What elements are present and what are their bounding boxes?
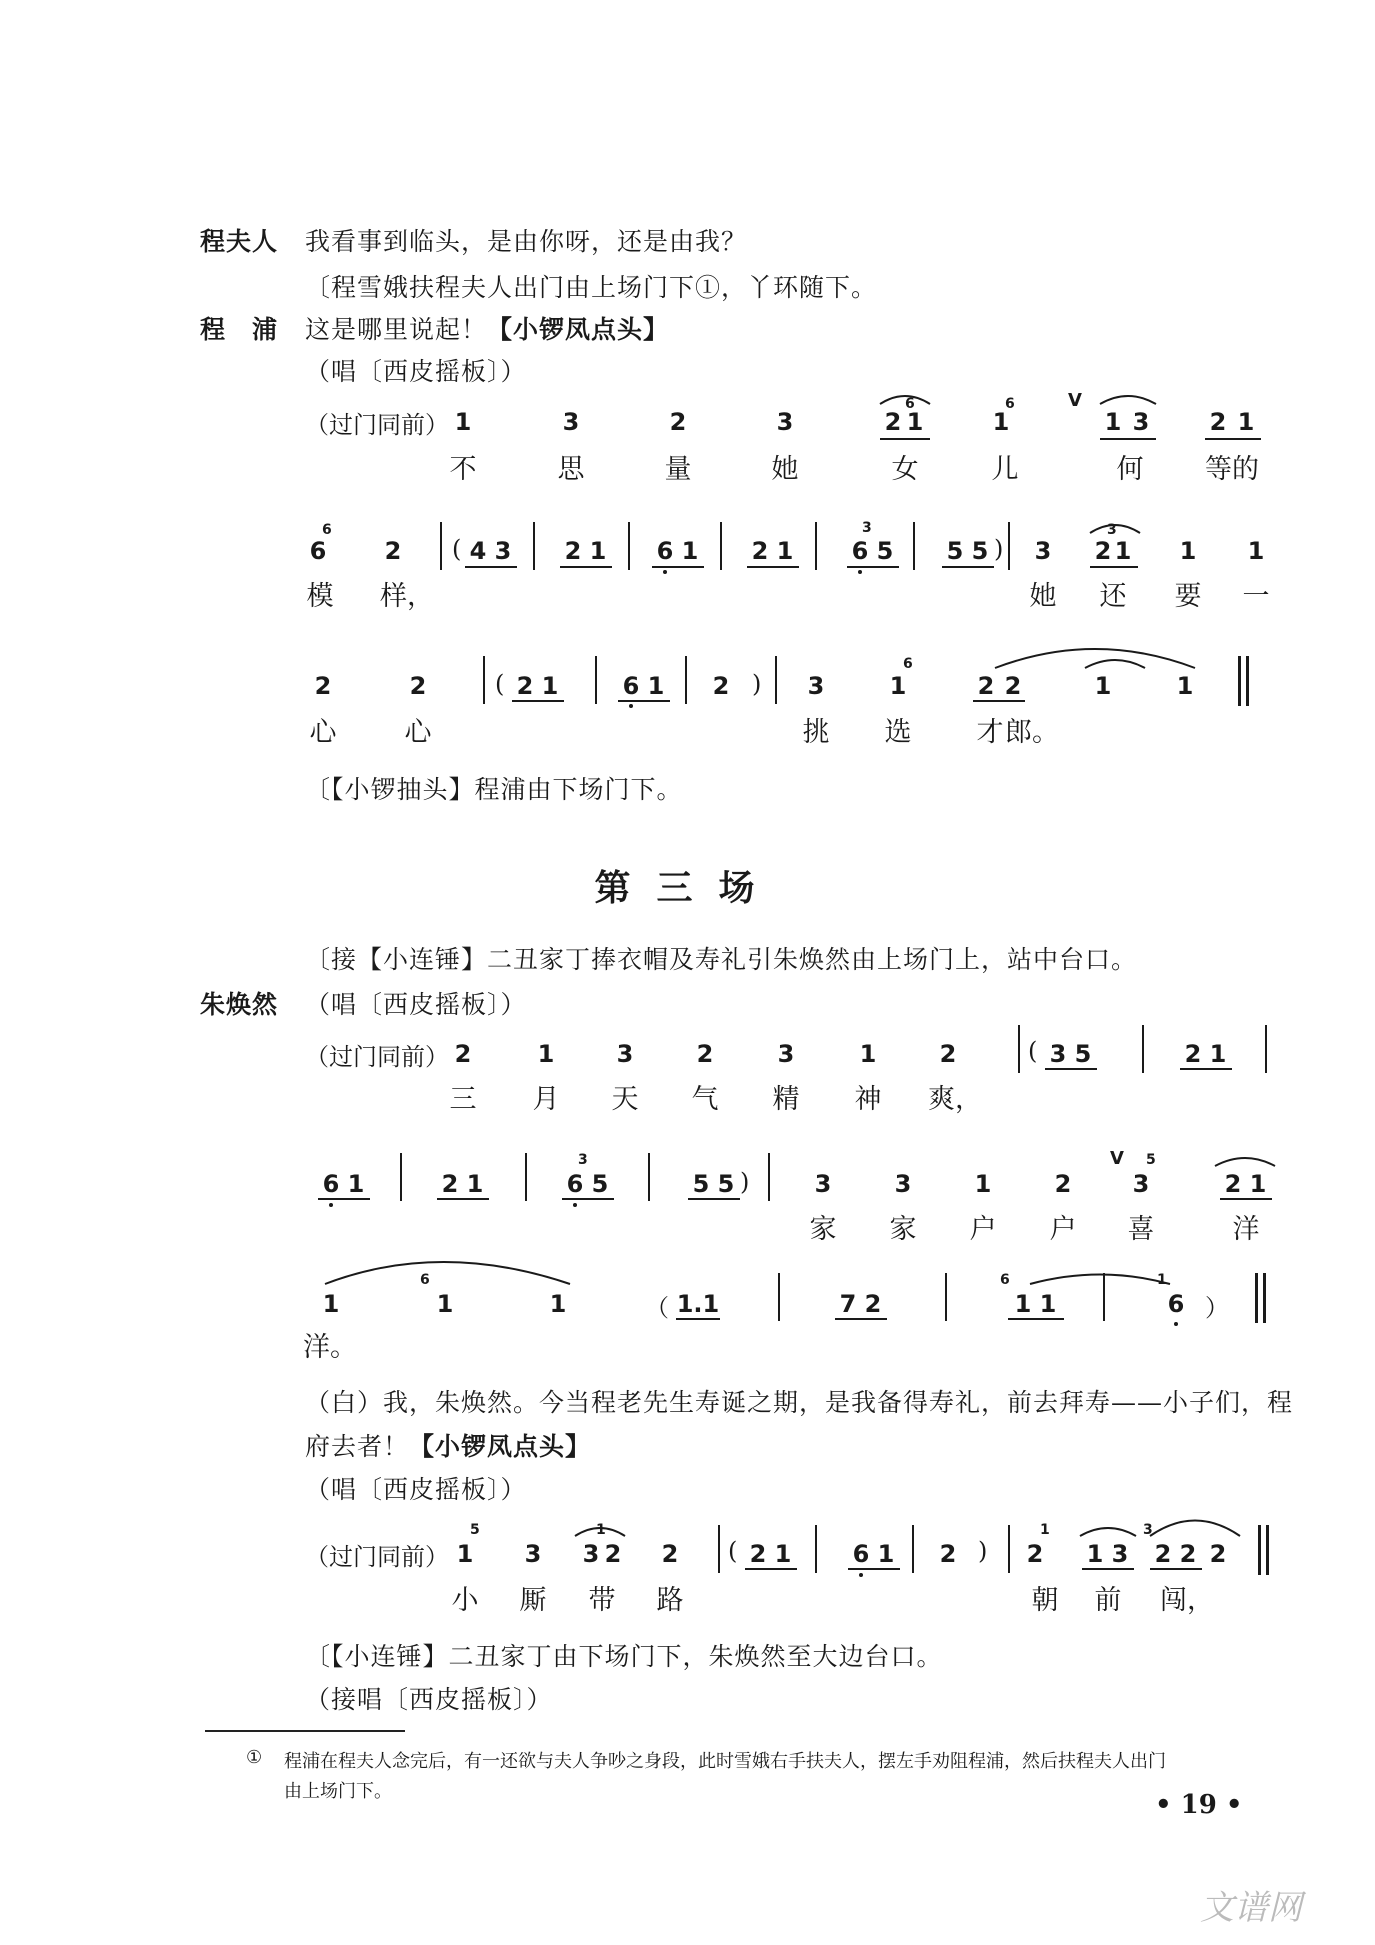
note: 2 [661,1540,679,1568]
footnote-mark: ① [246,1747,263,1768]
note: 1 [1176,672,1194,700]
slur [1215,1158,1275,1166]
note: 2 [564,537,582,565]
note: 1 [1209,1040,1227,1068]
note: 5 [591,1170,609,1198]
slur [1090,525,1140,533]
lyric: 还 [1099,581,1127,612]
note: 2 [884,408,902,436]
slur [880,396,930,404]
grace-note: 1 [1157,1272,1167,1288]
note: 2 [1026,1540,1044,1568]
lyric: 郎。 [1005,717,1059,748]
note: 6 [851,537,869,565]
lyric: 三 [449,1084,477,1115]
note: 3 [1132,1170,1150,1198]
stage-direction-3: 〔接【小连锤】二丑家丁捧衣帽及寿礼引朱焕然由上场门上，站中台口。 [305,945,1138,974]
lyric: 一 [1242,581,1270,612]
speaker-zhu-huanran: 朱焕然 [200,990,279,1019]
note: 1 [906,408,924,436]
lyric: 天 [611,1084,639,1115]
note: 3 [562,408,580,436]
lyric: 挑 [802,717,830,748]
note: 1 [776,537,794,565]
note: 2 [384,537,402,565]
note: 1 [1086,1540,1104,1568]
lyric: 不 [449,454,477,485]
slur [995,649,1195,668]
note: 6 [566,1170,584,1198]
lyric: 女 [891,454,919,485]
slur [1100,396,1156,404]
interlude-prefix: （过门同前） [305,411,449,439]
note: 2 [1154,1540,1172,1568]
note: 1 [859,1040,877,1068]
lyric: 月 [532,1084,560,1115]
lyric: 气 [691,1084,719,1115]
note: 3 [1132,408,1150,436]
note: 1 [774,1540,792,1568]
note: 1 [456,1540,474,1568]
dialogue-line-1: 我看事到临头，是由你呀，还是由我？ [305,227,748,256]
lyric: 神 [854,1084,882,1115]
grace-note: 6 [322,522,332,538]
note: 4 [469,537,487,565]
footnote-line-2: 由上场门下。 [284,1781,392,1802]
note: 3 [777,1040,795,1068]
lyric: 量 [664,454,692,485]
slur [1150,1521,1240,1537]
lyric: 户 [969,1214,997,1245]
note: 1 [322,1290,340,1318]
lyric: 她 [1029,581,1057,612]
note: 1 [1247,537,1265,565]
note: 1 [877,1540,895,1568]
note: 3 [1111,1540,1129,1568]
percussion-cue: 【小锣凤点头】 [409,1432,592,1461]
note: 2 [749,1540,767,1568]
lyric: 何 [1116,454,1144,485]
lyric: 路 [656,1585,684,1616]
footnote-line-1: 程浦在程夫人念完后，有一还欲与夫人争吵之身段，此时雪娥右手扶夫人，摆左手劝阻程浦，然后扶程夫人出门 [284,1751,1166,1772]
paren: ( [495,670,505,698]
lyric: 她 [771,454,799,485]
paren: （ [645,1294,669,1322]
breath-mark: V [1068,390,1082,411]
speaker-cheng-furen: 程夫人 [200,227,279,256]
footnote-rule [205,1730,405,1732]
note: 1 [541,672,559,700]
note: 2 [1224,1170,1242,1198]
lyric: 洋。 [303,1332,357,1363]
lyric: 心 [309,717,337,748]
interlude-prefix: （过门同前） [305,1043,449,1071]
note: 2 [1209,408,1227,436]
lyric: 厮 [519,1585,547,1616]
lyric: 带 [588,1585,616,1616]
note: 5 [946,537,964,565]
note: 1 [1014,1290,1032,1318]
paren: ( [452,535,462,563]
note: 2 [314,672,332,700]
note: 2 [1209,1540,1227,1568]
paren: ) [740,1168,750,1196]
note: 1 [1249,1170,1267,1198]
paren: ( [1028,1037,1038,1065]
grace-note: 3 [862,520,872,536]
slur [1085,660,1145,668]
note: 1 [1179,537,1197,565]
lyric: 要 [1174,581,1202,612]
lyric: 爽， [928,1084,982,1115]
note: 1 [466,1170,484,1198]
lyric: 洋 [1232,1214,1260,1245]
grace-note: 5 [470,1522,480,1538]
note: 5 [971,537,989,565]
note: 2 [454,1040,472,1068]
stage-direction-4: 〔【小连锤】二丑家丁由下场门下，朱焕然至大边台口。 [305,1642,943,1671]
note: 6 [309,537,327,565]
note: 3 [494,537,512,565]
note: 6 [656,537,674,565]
spoken-line-2-text: 府去者！ [305,1432,410,1461]
note: 2 [1179,1540,1197,1568]
interlude-prefix: （过门同前） [305,1543,449,1571]
note: 2 [751,537,769,565]
slur [1080,1528,1136,1536]
note: 2 [864,1290,882,1318]
paren: ） [1205,1294,1229,1322]
note: 1 [454,408,472,436]
speaker-cheng-pu: 程 浦 [200,315,279,344]
breath-mark: V [1110,1148,1124,1169]
singing-cue-3: （唱〔西皮摇板〕） [305,1475,527,1504]
note: 1.1 [676,1290,720,1318]
note: 2 [696,1040,714,1068]
note: 2 [409,672,427,700]
note: 1 [681,537,699,565]
grace-note: 6 [903,656,913,672]
note: 2 [1184,1040,1202,1068]
note: 1 [1104,408,1122,436]
stage-direction-1: 〔程雪娥扶程夫人出门由上场门下①，丫环随下。 [305,273,878,302]
lyric: 模 [306,581,334,612]
note: 2 [939,1540,957,1568]
note: 2 [977,672,995,700]
grace-note: 6 [420,1272,430,1288]
scene-heading: 第三场 [594,868,781,909]
note: 5 [876,537,894,565]
grace-note: 1 [596,1522,606,1538]
note: 1 [589,537,607,565]
note: 3 [582,1540,600,1568]
lyric: 朝 [1031,1585,1059,1616]
note: 5 [1074,1040,1092,1068]
slur [1030,1275,1170,1285]
lyric: 闯， [1160,1585,1214,1616]
slur [575,1528,625,1536]
note: 2 [939,1040,957,1068]
note: 1 [549,1290,567,1318]
grace-note: 5 [1146,1152,1156,1168]
note: 2 [1094,537,1112,565]
note: 3 [894,1170,912,1198]
note: 5 [717,1170,735,1198]
paren: ( [728,1537,738,1565]
note: 1 [1094,672,1112,700]
lyric: 选 [884,717,912,748]
note: 3 [807,672,825,700]
lyric: 家 [809,1214,837,1245]
paren: ) [978,1537,988,1565]
note: 3 [776,408,794,436]
note: 3 [616,1040,634,1068]
note: 3 [814,1170,832,1198]
lyric: 喜 [1127,1214,1155,1245]
note: 1 [1237,408,1255,436]
note: 6 [322,1170,340,1198]
note: 2 [1004,672,1022,700]
note: 2 [669,408,687,436]
slur [325,1262,570,1284]
spoken-line-1: （白）我，朱焕然。今当程老先生寿诞之期，是我备得寿礼，前去拜寿——小子们，程 [305,1388,1294,1417]
note: 6 [1167,1290,1185,1318]
note: 5 [692,1170,710,1198]
note: 1 [974,1170,992,1198]
note: 1 [347,1170,365,1198]
note: 1 [992,408,1010,436]
dialogue-line-2-text: 这是哪里说起！ [305,315,488,344]
lyric: 等的 [1205,454,1259,485]
lyric: 户 [1049,1214,1077,1245]
lyric: 样， [380,581,434,612]
note: 1 [647,672,665,700]
lyric: 小 [451,1585,479,1616]
lyric: 家 [889,1214,917,1245]
stage-direction-2: 〔【小锣抽头】程浦由下场门下。 [305,775,683,804]
lyric: 心 [404,717,432,748]
note: 2 [604,1540,622,1568]
grace-note: 3 [578,1152,588,1168]
note: 3 [524,1540,542,1568]
note: 3 [1049,1040,1067,1068]
watermark: 文谱网 [1200,1888,1302,1928]
singing-cue-1: （唱〔西皮摇板〕） [305,357,527,386]
grace-note: 6 [1005,396,1015,412]
note: 1 [436,1290,454,1318]
lyric: 儿 [991,454,1019,485]
paren: ) [994,535,1004,563]
note: 2 [712,672,730,700]
grace-note: 3 [1143,1522,1153,1538]
grace-note: 6 [905,396,915,412]
note: 2 [516,672,534,700]
page-number: • 19 • [1155,1790,1243,1820]
lyric: 思 [557,454,585,485]
paren: ) [752,670,762,698]
grace-note: 3 [1107,522,1117,538]
note: 1 [889,672,907,700]
lyric: 才 [976,717,1004,748]
note: 6 [852,1540,870,1568]
note: 6 [622,672,640,700]
note: 1 [1039,1290,1057,1318]
singing-cue-2: （唱〔西皮摇板〕） [305,990,527,1019]
note: 2 [441,1170,459,1198]
singing-cue-4: （接唱〔西皮摇板〕） [305,1685,553,1714]
note: 7 [839,1290,857,1318]
note: 2 [1054,1170,1072,1198]
percussion-cue: 【小锣凤点头】 [487,315,670,344]
lyric: 前 [1094,1585,1122,1616]
grace-note: 6 [1000,1272,1010,1288]
lyric: 精 [772,1084,800,1115]
note: 3 [1034,537,1052,565]
note: 1 [537,1040,555,1068]
grace-note: 1 [1040,1522,1050,1538]
note: 1 [1114,537,1132,565]
